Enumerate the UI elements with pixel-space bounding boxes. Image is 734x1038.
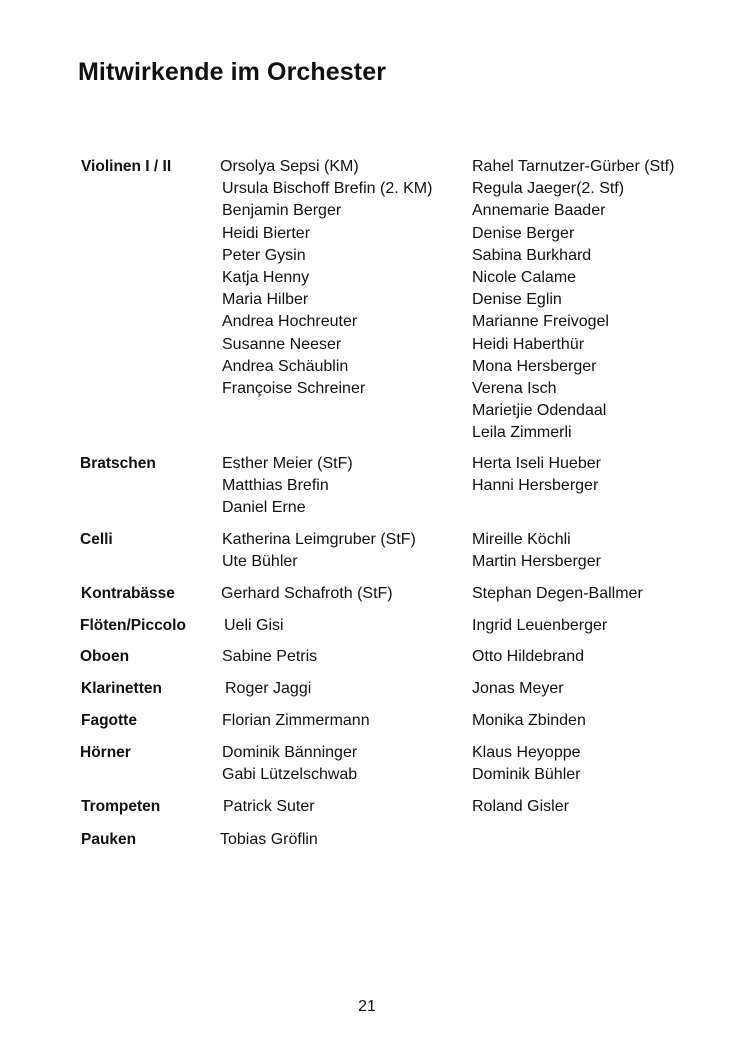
- musician-name: Dominik Bühler: [472, 766, 581, 784]
- musician-name: Jonas Meyer: [472, 680, 564, 697]
- name-column-2: [472, 796, 569, 818]
- musician-name: Mona Hersberger: [472, 357, 597, 375]
- page-title: Mitwirkende im Orchester: [78, 58, 387, 86]
- musician-name: Marianne Freivogel: [472, 313, 609, 331]
- musician-name: Ueli Gisi: [224, 617, 284, 634]
- section-label: Flöten/Piccolo: [80, 617, 186, 634]
- section-label: Fagotte: [81, 712, 137, 729]
- name-column-2: [472, 156, 674, 444]
- musician-name: Gabi Lützelschwab: [222, 766, 358, 784]
- musician-name: Martin Hersberger: [472, 553, 601, 571]
- musician-name: Monika Zbinden: [472, 712, 586, 729]
- name-column-1: [224, 615, 284, 637]
- name-column-2: [472, 615, 607, 637]
- musician-name: Denise Eglin: [472, 291, 562, 309]
- musician-name: Esther Meier (StF): [222, 455, 353, 472]
- musician-name: Susanne Neeser: [222, 335, 342, 353]
- musician-name: Françoise Schreiner: [222, 379, 366, 397]
- name-column-1: [222, 742, 357, 786]
- musician-name: Andrea Schäublin: [222, 357, 349, 375]
- name-column-1: [222, 156, 432, 400]
- musician-name: Maria Hilber: [222, 291, 309, 309]
- musician-name: Sabine Petris: [222, 648, 318, 665]
- name-column-1: [222, 646, 317, 668]
- name-column-2: [472, 710, 586, 732]
- musician-name: Patrick Suter: [223, 798, 315, 815]
- name-column-1: [221, 583, 393, 605]
- name-column-2: [472, 453, 601, 497]
- name-column-1: [220, 829, 318, 851]
- musician-name: Mireille Köchli: [472, 531, 571, 548]
- name-column-1: [222, 453, 353, 520]
- musician-name: Katja Henny: [222, 268, 310, 286]
- name-column-2: [472, 646, 584, 668]
- musician-name: Leila Zimmerli: [472, 424, 572, 442]
- name-column-1: [223, 796, 315, 818]
- musician-name: Katherina Leimgruber (StF): [222, 531, 416, 548]
- musician-name: Nicole Calame: [472, 268, 577, 286]
- page-number: 21: [358, 998, 376, 1015]
- musician-name: Tobias Gröflin: [220, 831, 318, 848]
- name-column-1: [222, 529, 416, 573]
- name-column-2: [472, 529, 601, 573]
- musician-name: Matthias Brefin: [222, 477, 329, 495]
- musician-name: Roland Gisler: [472, 798, 569, 815]
- section-label: Kontrabässe: [81, 585, 175, 602]
- musician-name: Daniel Erne: [222, 499, 306, 517]
- musician-name: Annemarie Baader: [472, 202, 606, 220]
- name-column-1: [222, 710, 370, 732]
- section-label: Klarinetten: [81, 680, 162, 697]
- musician-name: Verena Isch: [472, 379, 557, 397]
- name-column-2: [472, 742, 581, 786]
- musician-name: Heidi Bierter: [222, 224, 311, 242]
- musician-name: Stephan Degen-Ballmer: [472, 585, 643, 602]
- section-label: Oboen: [80, 648, 130, 665]
- name-column-1: [225, 678, 311, 700]
- musician-name: Otto Hildebrand: [472, 648, 585, 665]
- musician-name: Rahel Tarnutzer-Gürber (Stf): [472, 158, 675, 175]
- musician-name: Marietjie Odendaal: [472, 402, 607, 420]
- musician-name: Orsolya Sepsi (KM): [220, 158, 359, 175]
- musician-name: Ingrid Leuenberger: [472, 617, 608, 634]
- musician-name: Benjamin Berger: [222, 202, 342, 220]
- musician-name: Roger Jaggi: [225, 680, 312, 697]
- musician-name: Sabina Burkhard: [472, 246, 592, 264]
- name-column-2: [472, 583, 643, 605]
- section-label: Bratschen: [80, 455, 156, 472]
- musician-name: Heidi Haberthür: [472, 335, 585, 353]
- musician-name: Ursula Bischoff Brefin (2. KM): [222, 180, 433, 198]
- musician-name: Ute Bühler: [222, 553, 298, 571]
- name-column-2: [472, 678, 564, 700]
- section-label: Celli: [80, 531, 113, 548]
- musician-name: Peter Gysin: [222, 246, 306, 264]
- musician-name: Hanni Hersberger: [472, 477, 599, 495]
- musician-name: Denise Berger: [472, 224, 575, 242]
- section-label: Trompeten: [81, 798, 161, 815]
- musician-name: Andrea Hochreuter: [222, 313, 358, 331]
- musician-name: Regula Jaeger(2. Stf): [472, 180, 625, 198]
- section-label: Pauken: [81, 831, 137, 848]
- musician-name: Herta Iseli Hueber: [472, 455, 601, 472]
- section-label: Hörner: [80, 744, 131, 761]
- musician-name: Dominik Bänninger: [222, 744, 358, 761]
- musician-name: Florian Zimmermann: [222, 712, 370, 729]
- musician-name: Gerhard Schafroth (StF): [221, 585, 393, 602]
- musician-name: Klaus Heyoppe: [472, 744, 581, 761]
- section-label: Violinen I / II: [81, 158, 172, 175]
